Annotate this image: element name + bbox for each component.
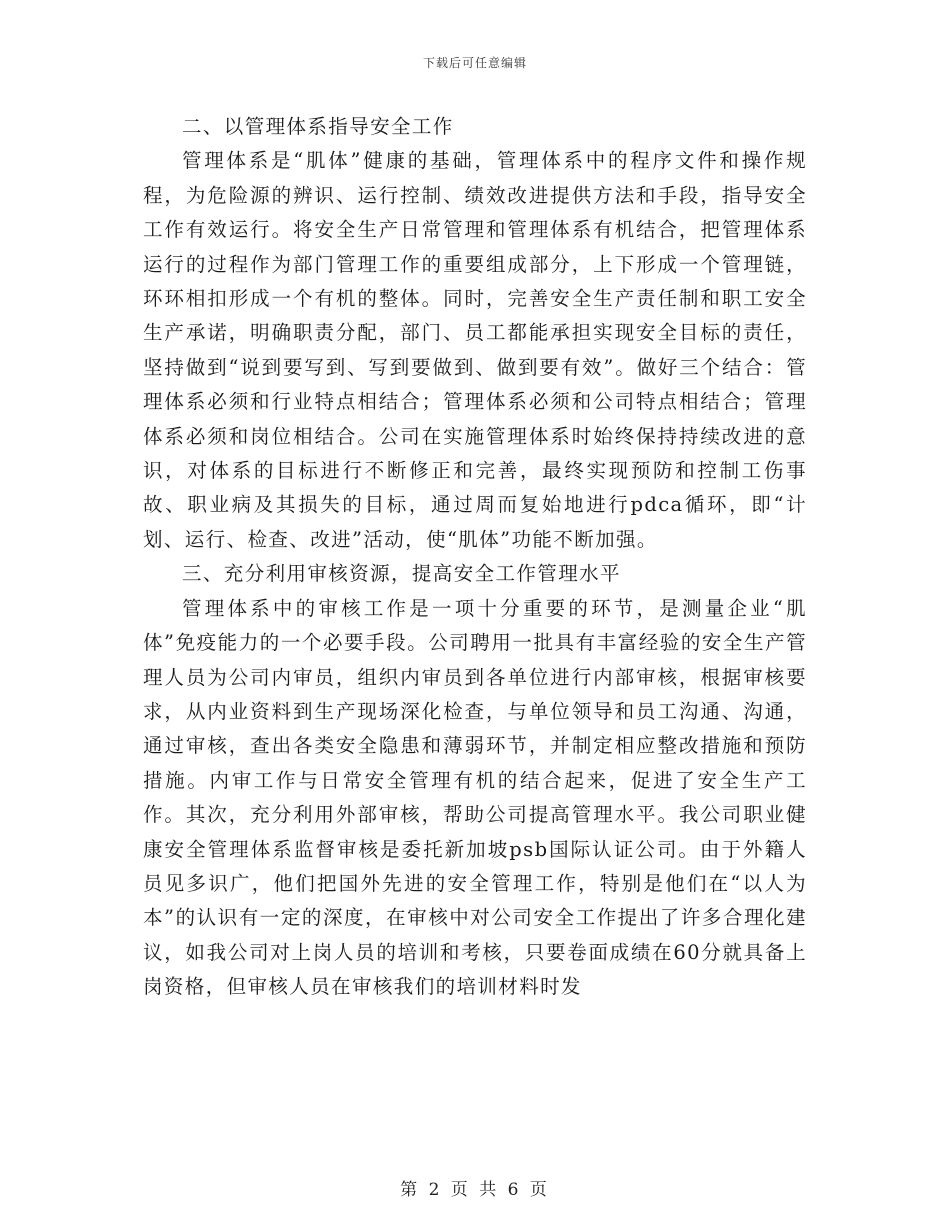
- page-header-note: 下载后可任意编辑: [422, 56, 527, 70]
- page-number: 第 2 页 共 6 页: [400, 1180, 550, 1200]
- paragraph-management-system: 管理体系是“肌体”健康的基础，管理体系中的程序文件和操作规程，为危险源的辨识、运行控制、绩效改进提供方法和手段，指导安全工作有效运行。将安全生产日常管理和管理体系有机结合，把管理体系运行的过程作为部门管理工作的重要组成部分，上下形成一个管理链，环环相扣形成一个有机的整体。同时，完善安全生产责任制和职工安全生产承诺，明确职责分配，部门、员工都能承担实现安全目标的责任，坚持做到“说到要写到、写到要做到、做到要有效”。做好三个结合：管理体系必须和行业特点相结合；管理体系必须和公司特点相结合；管理体系必须和岗位相结合。公司在实施管理体系时始终保持持续改进的意识，对体系的目标进行不断修正和完善，最终实现预防和控制工伤事故、职业病及其损失的目标，通过周而复始地进行pdca循环，即“计划、运行、检查、改进”活动，使“肌体”功能不断加强。: [143, 149, 807, 551]
- section-heading-3: 三、充分利用审核资源，提高安全工作管理水平: [182, 562, 621, 586]
- section-heading-2: 二、以管理体系指导安全工作: [182, 115, 454, 138]
- paragraph-audit: 管理体系中的审核工作是一项十分重要的环节，是测量企业“肌体”免疫能力的一个必要手段。公司聘用一批具有丰富经验的安全生产管理人员为公司内审员，组织内审员到各单位进行内部审核，根据审核要求，从内业资料到生产现场深化检查，与单位领导和员工沟通、沟通，通过审核，查出各类安全隐患和薄弱环节，并制定相应整改措施和预防措施。内审工作与日常安全管理有机的结合起来，促进了安全生产工作。其次，充分利用外部审核，帮助公司提高管理水平。我公司职业健康安全管理体系监督审核是委托新加坡psb国际认证公司。由于外籍人员见多识广，他们把国外先进的安全管理工作，特别是他们在“以人为本”的认识有一定的深度，在审核中对公司安全工作提出了许多合理化建议，如我公司对上岗人员的培训和考核，只要卷面成绩在60分就具备上岗资格，但审核人员在审核我们的培训材料时发: [143, 596, 807, 999]
- document-body: [143, 110, 807, 1005]
